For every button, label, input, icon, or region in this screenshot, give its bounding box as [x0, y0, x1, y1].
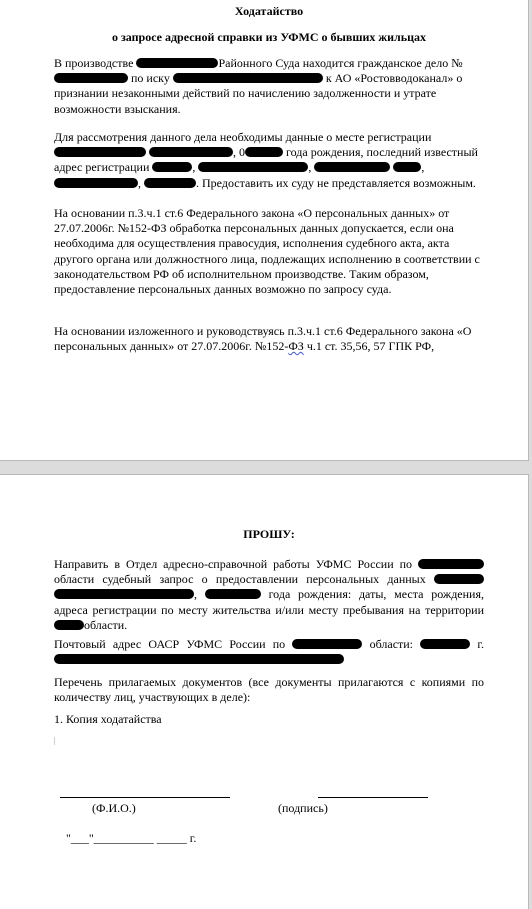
- document-page-2: [0, 474, 529, 909]
- paragraph-registration-data: [54, 130, 484, 191]
- text-span: . Предоставить их суду не представляется возможным.: [196, 175, 476, 190]
- paragraph-postal-address: [54, 637, 484, 667]
- text-span: В производстве: [54, 56, 137, 70]
- redaction: [245, 147, 283, 157]
- paragraph-legal-basis: На основании п.3.ч.1 ст.6 Федерального закона «О персональных данных» от 27.07.2006г. №152-ФЗ обработка персональных данных допускается, если она необходима для осуществления правосудия, исполнения судебного акта, акта другого органа или должностного лица, подлежащих исполнению в соответствии с законодательством РФ об исполнительном производстве. Таким образом, предоставление персональных данных возможно по запросу суда.: [54, 206, 480, 297]
- text-span: ,: [138, 175, 144, 190]
- attachment-item-1: 1. Копия ходатайства: [54, 712, 162, 726]
- text-span: Районного Суда находится гражданское дело №: [218, 56, 463, 70]
- text-span: по иску: [128, 71, 173, 86]
- text-span: Почтовый адрес ОАСР УФМС России по: [54, 637, 293, 651]
- text-span: ,: [308, 160, 315, 175]
- text-span: Для рассмотрения данного дела необходимы данные о месте регистрации: [54, 130, 432, 144]
- text-span: г.: [470, 637, 484, 651]
- fio-label: (Ф.И.О.): [92, 801, 136, 815]
- redaction: [54, 589, 194, 599]
- text-span: , 0: [233, 145, 245, 160]
- document-title: Ходатайство: [234, 4, 304, 18]
- text-span: к АО «Ростовводоканал» о признании незаконными действий по начислению задолженности и утрате возможности взыскания.: [54, 71, 463, 116]
- redaction: [54, 178, 138, 188]
- redaction: [420, 639, 470, 649]
- paragraph-case-intro: [54, 56, 484, 117]
- redaction: [136, 58, 218, 68]
- redaction: [149, 147, 233, 157]
- spellcheck-underlined-word: ФЗ: [288, 339, 304, 354]
- redaction: [54, 73, 128, 83]
- redaction: [54, 620, 84, 630]
- paragraph-attachments-intro: Перечень прилагаемых документов (все документы прилагаются с копиями по количеству лиц, участвующих в деле):: [54, 675, 484, 705]
- redaction: [418, 559, 484, 569]
- redaction: [198, 162, 308, 172]
- redaction: [314, 162, 390, 172]
- redaction: [434, 574, 484, 584]
- redaction: [144, 178, 196, 188]
- text-span: области:: [362, 637, 421, 651]
- signature-label: (подпись): [278, 801, 328, 815]
- text-span: ,: [194, 587, 205, 602]
- text-span: области судебный запрос о предоставлении персональных данных: [54, 572, 434, 587]
- redaction: [393, 162, 421, 172]
- text-span: Направить в Отдел адресно-справочной работы УФМС России по: [54, 557, 418, 571]
- text-span: ,: [192, 160, 199, 175]
- text-span: года рождения, последний известный адрес регистрации: [54, 145, 478, 175]
- redaction: [54, 147, 146, 157]
- text-span: года рождения: даты, места рождения, адреса регистрации по месту жительства и/или месту пребывания на территории: [54, 587, 484, 617]
- paragraph-request: [54, 557, 484, 633]
- redaction: [54, 654, 344, 664]
- redaction: [173, 73, 323, 83]
- text-span: ч.1 ст. 35,56, 57 ГПК РФ,: [303, 339, 435, 354]
- redaction: [205, 589, 261, 599]
- text-cursor-mark: [54, 737, 55, 745]
- request-heading: ПРОШУ:: [243, 527, 295, 541]
- text-span: области.: [84, 617, 128, 632]
- text-span: ,: [421, 160, 425, 175]
- document-subtitle: о запросе адресной справки из УФМС о бывших жильцах: [111, 30, 427, 44]
- redaction: [152, 162, 192, 172]
- paragraph-grounds: [54, 324, 484, 354]
- fio-signature-line: [60, 797, 230, 798]
- redaction: [292, 639, 362, 649]
- text-span: На основании изложенного и руководствуясь п.3.ч.1 ст.6 Федерального закона «О персональных данных» от 27.07.2006г. №152-: [54, 324, 472, 354]
- signature-line: [318, 797, 428, 798]
- date-line: "___"__________ _____ г.: [66, 831, 197, 845]
